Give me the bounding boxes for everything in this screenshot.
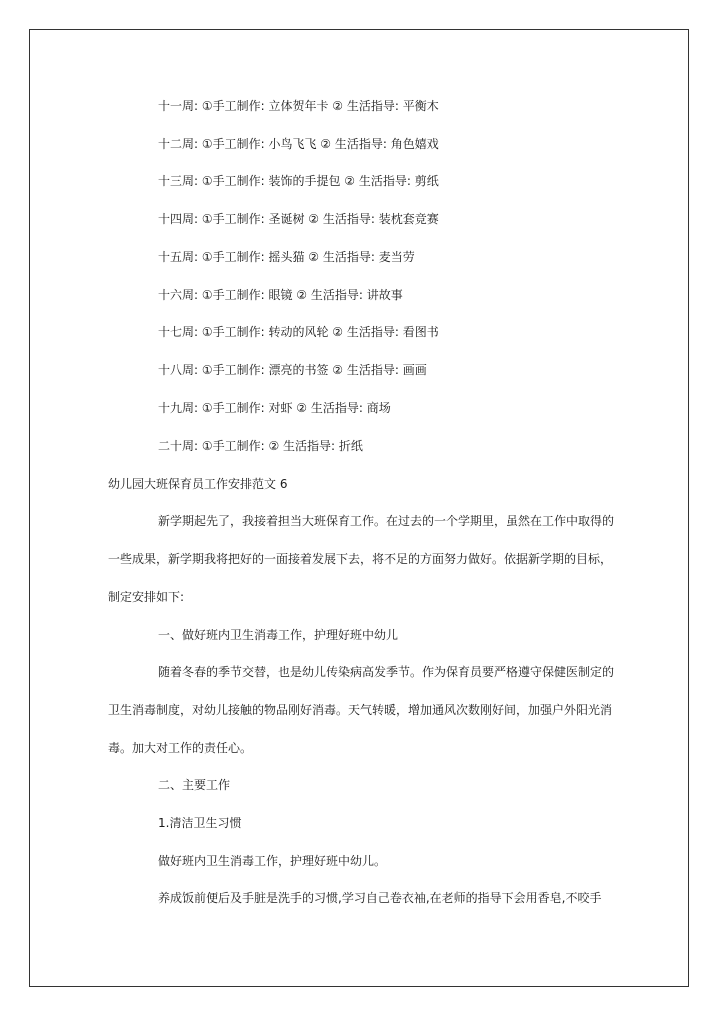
heading2: 二、主要工作 (158, 778, 231, 792)
paragraph2-line2: 卫生消毒制度，对幼儿接触的物品刚好消毒。天气转暖，增加通风次数刚好间，加强户外阳光消 (108, 703, 613, 717)
week-18-line: 十八周: ①手工制作: 漂亮的书签 ② 生活指导: 画画 (158, 363, 427, 377)
paragraph1-line3: 制定安排如下: (108, 590, 185, 604)
paragraph4: 养成饭前便后及手脏是洗手的习惯,学习自己卷衣袖,在老师的指导下会用香皂,不咬手 (158, 891, 602, 905)
paragraph3: 做好班内卫生消毒工作，护理好班中幼儿。 (158, 854, 387, 868)
paragraph2-line1: 随着冬春的季节交替，也是幼儿传染病高发季节。作为保育员要严格遵守保健医制定的 (158, 665, 615, 679)
paragraph1-line1: 新学期起先了，我接着担当大班保育工作。在过去的一个学期里，虽然在工作中取得的 (158, 514, 615, 528)
week-15-line: 十五周: ①手工制作: 摇头猫 ② 生活指导: 麦当劳 (158, 250, 415, 264)
paragraph1-line2: 一些成果，新学期我将把好的一面接着发展下去，将不足的方面努力做好。依据新学期的目标， (108, 552, 613, 566)
week-16-line: 十六周: ①手工制作: 眼镜 ② 生活指导: 讲故事 (158, 288, 403, 302)
week-11-line: 十一周: ①手工制作: 立体贺年卡 ② 生活指导: 平衡木 (158, 99, 439, 113)
week-12-line: 十二周: ①手工制作: 小鸟飞飞 ② 生活指导: 角色嬉戏 (158, 137, 439, 151)
week-17-line: 十七周: ①手工制作: 转动的风轮 ② 生活指导: 看图书 (158, 325, 439, 339)
week-14-line: 十四周: ①手工制作: 圣诞树 ② 生活指导: 装枕套竞赛 (158, 212, 439, 226)
subheading: 1.清洁卫生习惯 (158, 816, 242, 830)
week-13-line: 十三周: ①手工制作: 装饰的手提包 ② 生活指导: 剪纸 (158, 174, 439, 188)
paragraph2-line3: 毒。加大对工作的责任心。 (108, 741, 253, 755)
week-20-line: 二十周: ①手工制作: ② 生活指导: 折纸 (158, 439, 363, 453)
section-title: 幼儿园大班保育员工作安排范文 6 (108, 477, 288, 491)
heading1: 一、做好班内卫生消毒工作，护理好班中幼儿 (158, 628, 399, 642)
week-19-line: 十九周: ①手工制作: 对虾 ② 生活指导: 商场 (158, 401, 391, 415)
